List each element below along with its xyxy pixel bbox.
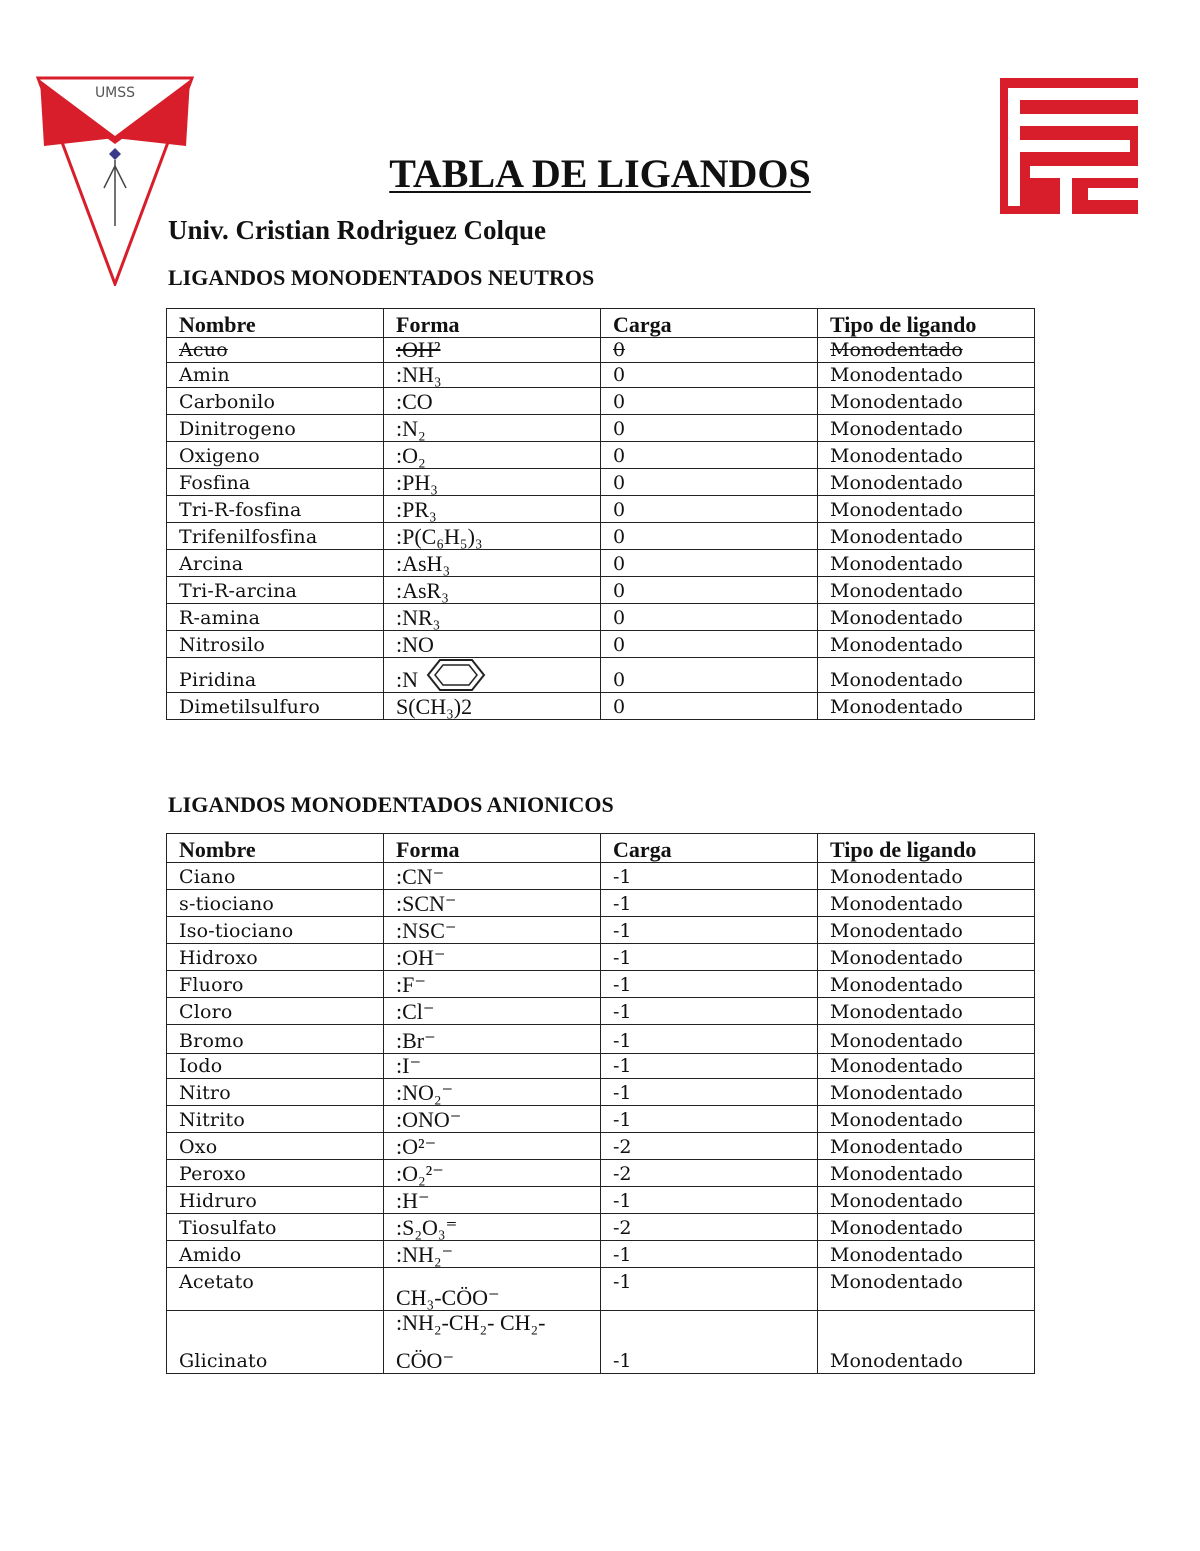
ligand-name: Glicinato [167,1311,384,1374]
ligand-charge: 0 [601,604,818,631]
ligand-form: :N₂ [384,415,601,442]
column-header: Nombre [167,834,384,863]
ligand-name: Peroxo [167,1160,384,1187]
ligand-type: Monodentado [818,550,1035,577]
table-row [167,944,1035,971]
ligand-name: Tiosulfato [167,1214,384,1241]
ligand-charge: -1 [601,1054,818,1079]
ligand-charge: -1 [601,1241,818,1268]
table-row [167,1241,1035,1268]
ligand-type: Monodentado [818,523,1035,550]
ligand-form: CH₃-CÖO⁻ [384,1268,601,1311]
ligand-charge: -1 [601,1187,818,1214]
table-row [167,890,1035,917]
ligand-charge: -2 [601,1214,818,1241]
ligand-name: Cloro [167,998,384,1025]
ligand-type: Monodentado [818,1054,1035,1079]
table-row [167,1079,1035,1106]
ligand-type: Monodentado [818,1214,1035,1241]
ligand-name: Nitro [167,1079,384,1106]
ligand-name: Acetato [167,1268,384,1311]
table-row [167,998,1035,1025]
ligand-charge: 0 [601,550,818,577]
table-row [167,863,1035,890]
pyridine-ring-icon [426,658,486,692]
section-heading-anionic: LIGANDOS MONODENTADOS ANIONICOS [168,792,614,817]
ligand-name: Iodo [167,1054,384,1079]
author-name: Univ. Cristian Rodriguez Colque [168,215,547,245]
ligand-name: Oxo [167,1133,384,1160]
ligand-type: Monodentado [818,1311,1035,1374]
ligand-form: :AsR₃ [384,577,601,604]
ligand-charge: 0 [601,469,818,496]
ligand-name: Tri-R-fosfina [167,496,384,523]
ligand-name: Dinitrogeno [167,415,384,442]
column-header: Nombre [167,309,384,338]
table-row [167,631,1035,658]
ligand-name: Oxigeno [167,442,384,469]
table-row [167,1106,1035,1133]
table-row [167,1133,1035,1160]
ligand-type: Monodentado [818,944,1035,971]
ligand-type: Monodentado [818,1187,1035,1214]
ligand-type: Monodentado [818,1106,1035,1133]
column-header: Carga [601,834,818,863]
ligand-form: :CN⁻ [384,863,601,890]
ligand-name: Fluoro [167,971,384,998]
table-header-row [167,834,1035,863]
ligand-charge: -1 [601,1311,818,1374]
ligand-charge: -2 [601,1160,818,1187]
table-row [167,469,1035,496]
ligand-form: :OH² [384,338,601,363]
ligand-charge: 0 [601,442,818,469]
ligand-form: :NSC⁻ [384,917,601,944]
ligand-form: :P(C₆H₅)₃ [384,523,601,550]
ligand-name: Nitrosilo [167,631,384,658]
ligand-type: Monodentado [818,890,1035,917]
ligand-name: Dimetilsulfuro [167,693,384,720]
ligand-charge: -1 [601,944,818,971]
table-row [167,693,1035,720]
column-header: Tipo de ligando [818,834,1035,863]
ligand-type: Monodentado [818,1025,1035,1054]
table-row [167,604,1035,631]
ligand-name: Nitrito [167,1106,384,1133]
ligand-form: :F⁻ [384,971,601,998]
table-row [167,388,1035,415]
ligand-charge: -2 [601,1133,818,1160]
ligand-charge: 0 [601,496,818,523]
ligand-name: Hidruro [167,1187,384,1214]
ligand-charge: -1 [601,1268,818,1311]
table-row [167,363,1035,388]
ligand-charge: 0 [601,631,818,658]
ligand-name: Fosfina [167,469,384,496]
umss-logo-text: UMSS [94,85,136,101]
ligand-name: Piridina [167,658,384,693]
ligand-type: Monodentado [818,338,1035,363]
column-header: Tipo de ligando [818,309,1035,338]
ligand-type: Monodentado [818,998,1035,1025]
ligand-name: Arcina [167,550,384,577]
ligand-form: :CO [384,388,601,415]
ligand-form: :NH₂-CH₂- CH₂- [396,1310,546,1335]
table-row [167,1311,1035,1374]
ligand-form: :H⁻ [384,1187,601,1214]
ligand-charge: -1 [601,1079,818,1106]
table-row [167,1025,1035,1054]
ligand-form: :SCN⁻ [384,890,601,917]
section-heading-neutral: LIGANDOS MONODENTADOS NEUTROS [168,265,595,290]
ligand-form: :OH⁻ [384,944,601,971]
ligand-type: Monodentado [818,363,1035,388]
neutral-ligands-table [166,308,1035,720]
ligand-form: :AsH₃ [384,550,601,577]
ligand-charge: 0 [601,577,818,604]
table-row [167,1160,1035,1187]
ligand-form-cell [384,658,601,693]
ligand-charge: -1 [601,971,818,998]
ligand-type: Monodentado [818,496,1035,523]
table-row [167,496,1035,523]
ligand-charge: -1 [601,1106,818,1133]
ligand-form: :S₂O₃⁼ [384,1214,601,1241]
ligand-form: :PH₃ [384,469,601,496]
table-row [167,577,1035,604]
anionic-ligands-table [166,833,1035,1374]
ligand-form: :N [396,667,418,692]
ligand-form: :O₂²⁻ [384,1160,601,1187]
ligand-charge: -1 [601,1025,818,1054]
ligand-type: Monodentado [818,917,1035,944]
ligand-charge: 0 [601,363,818,388]
ligand-charge: 0 [601,658,818,693]
ligand-form: :ONO⁻ [384,1106,601,1133]
ligand-name: Carbonilo [167,388,384,415]
table-row [167,1054,1035,1079]
ligand-name: Bromo [167,1025,384,1054]
ligand-charge: -1 [601,890,818,917]
ligand-type: Monodentado [818,469,1035,496]
ligand-name: R-amina [167,604,384,631]
ligand-charge: 0 [601,338,818,363]
ligand-form: :NH₃ [384,363,601,388]
ligand-type: Monodentado [818,971,1035,998]
table-header-row [167,309,1035,338]
ligand-type: Monodentado [818,442,1035,469]
ligand-form: :O²⁻ [384,1133,601,1160]
ligand-type: Monodentado [818,1160,1035,1187]
ligand-type: Monodentado [818,693,1035,720]
ligand-type: Monodentado [818,604,1035,631]
column-header: Carga [601,309,818,338]
ligand-name: Amin [167,363,384,388]
ligand-form: :NR₃ [384,604,601,631]
ligand-type: Monodentado [818,1268,1035,1311]
ligand-name: s-tiociano [167,890,384,917]
table-row [167,917,1035,944]
ligand-name: Tri-R-arcina [167,577,384,604]
ligand-type: Monodentado [818,415,1035,442]
column-header: Forma [384,834,601,863]
ligand-type: Monodentado [818,658,1035,693]
ligand-type: Monodentado [818,863,1035,890]
ligand-form: :I⁻ [384,1054,601,1079]
ligand-type: Monodentado [818,1079,1035,1106]
ligand-form: :NO [384,631,601,658]
column-header: Forma [384,309,601,338]
ligand-name: Trifenilfosfina [167,523,384,550]
ligand-charge: 0 [601,523,818,550]
ligand-form: :PR₃ [384,496,601,523]
ligand-charge: 0 [601,388,818,415]
table-row [167,1214,1035,1241]
table-row [167,1187,1035,1214]
ligand-form: :O₂ [384,442,601,469]
table-row [167,658,1035,693]
ligand-charge: 0 [601,415,818,442]
ligand-type: Monodentado [818,1133,1035,1160]
ligand-charge: 0 [601,693,818,720]
table-row [167,338,1035,363]
page-title: TABLA DE LIGANDOS [389,151,811,196]
ligand-type: Monodentado [818,631,1035,658]
ligand-form: :Cl⁻ [384,998,601,1025]
ligand-charge: -1 [601,998,818,1025]
table-row [167,442,1035,469]
ligand-name: Iso-tiociano [167,917,384,944]
ligand-form-continuation: CÖO⁻ [396,1348,455,1373]
table-row [167,971,1035,998]
ligand-name: Ciano [167,863,384,890]
ligand-charge: -1 [601,917,818,944]
ligand-form-cell [384,1311,601,1374]
ligand-form: :NH₂⁻ [384,1241,601,1268]
ligand-name: Acuo [167,338,384,363]
ligand-charge: -1 [601,863,818,890]
ligand-form: :NO₂⁻ [384,1079,601,1106]
ligand-form: S(CH₃)2 [384,693,601,720]
ligand-name: Amido [167,1241,384,1268]
table-row [167,550,1035,577]
ligand-form: :Br⁻ [384,1025,601,1054]
table-row [167,1268,1035,1311]
ligand-name: Hidroxo [167,944,384,971]
ligand-type: Monodentado [818,1241,1035,1268]
table-row [167,523,1035,550]
ligand-type: Monodentado [818,388,1035,415]
table-row [167,415,1035,442]
ligand-type: Monodentado [818,577,1035,604]
